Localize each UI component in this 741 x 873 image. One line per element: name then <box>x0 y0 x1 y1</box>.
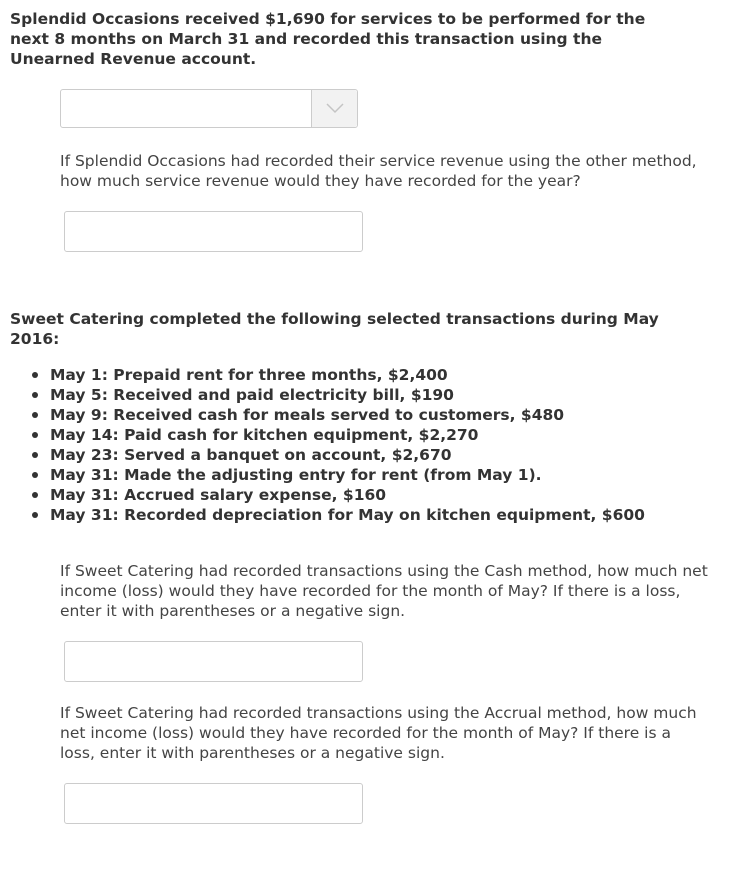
bullet <box>32 432 38 438</box>
accrual-answer-input[interactable] <box>64 783 363 824</box>
bullet <box>32 452 38 458</box>
list-item: May 1: Prepaid rent for three months, $2,400 <box>28 365 645 385</box>
bullet <box>32 372 38 378</box>
bullet <box>32 392 38 398</box>
list-item: May 23: Served a banquet on account, $2,670 <box>28 445 645 465</box>
list-item: May 31: Recorded depreciation for May on kitchen equipment, $600 <box>28 505 645 525</box>
bullet <box>32 472 38 478</box>
problem1-answer-input[interactable] <box>64 211 363 252</box>
cash-answer-input[interactable] <box>64 641 363 682</box>
method-dropdown[interactable] <box>60 89 358 128</box>
bullet <box>32 412 38 418</box>
chevron-down-icon <box>325 101 345 115</box>
list-item: May 14: Paid cash for kitchen equipment, $2,270 <box>28 425 645 445</box>
problem1-question: If Splendid Occasions had recorded their service revenue using the other method, how much service revenue would they have recorded for the year? <box>60 152 697 190</box>
list-item: May 31: Accrued salary expense, $160 <box>28 485 645 505</box>
bullet <box>32 512 38 518</box>
list-item: May 5: Received and paid electricity bill, $190 <box>28 385 645 405</box>
problem2-heading: Sweet Catering completed the following selected transactions during May 2016: <box>10 310 659 348</box>
problem1-statement: Splendid Occasions received $1,690 for services to be performed for the next 8 months on March 31 and recorded this transaction using the Unearned Revenue account. <box>10 10 646 68</box>
bullet <box>32 492 38 498</box>
transaction-list <box>28 365 645 525</box>
list-item: May 9: Received cash for meals served to customers, $480 <box>28 405 645 425</box>
cash-method-question: If Sweet Catering had recorded transactions using the Cash method, how much net income (loss) would they have recorded for the month of May? If there is a loss, enter it with parentheses or a negative sign. <box>60 562 708 620</box>
accrual-method-question: If Sweet Catering had recorded transactions using the Accrual method, how much net income (loss) would they have recorded for the month of May? If there is a loss, enter it with parentheses or a negative sign. <box>60 704 697 762</box>
list-item: May 31: Made the adjusting entry for rent (from May 1). <box>28 465 645 485</box>
dropdown-toggle-button[interactable] <box>311 90 357 127</box>
